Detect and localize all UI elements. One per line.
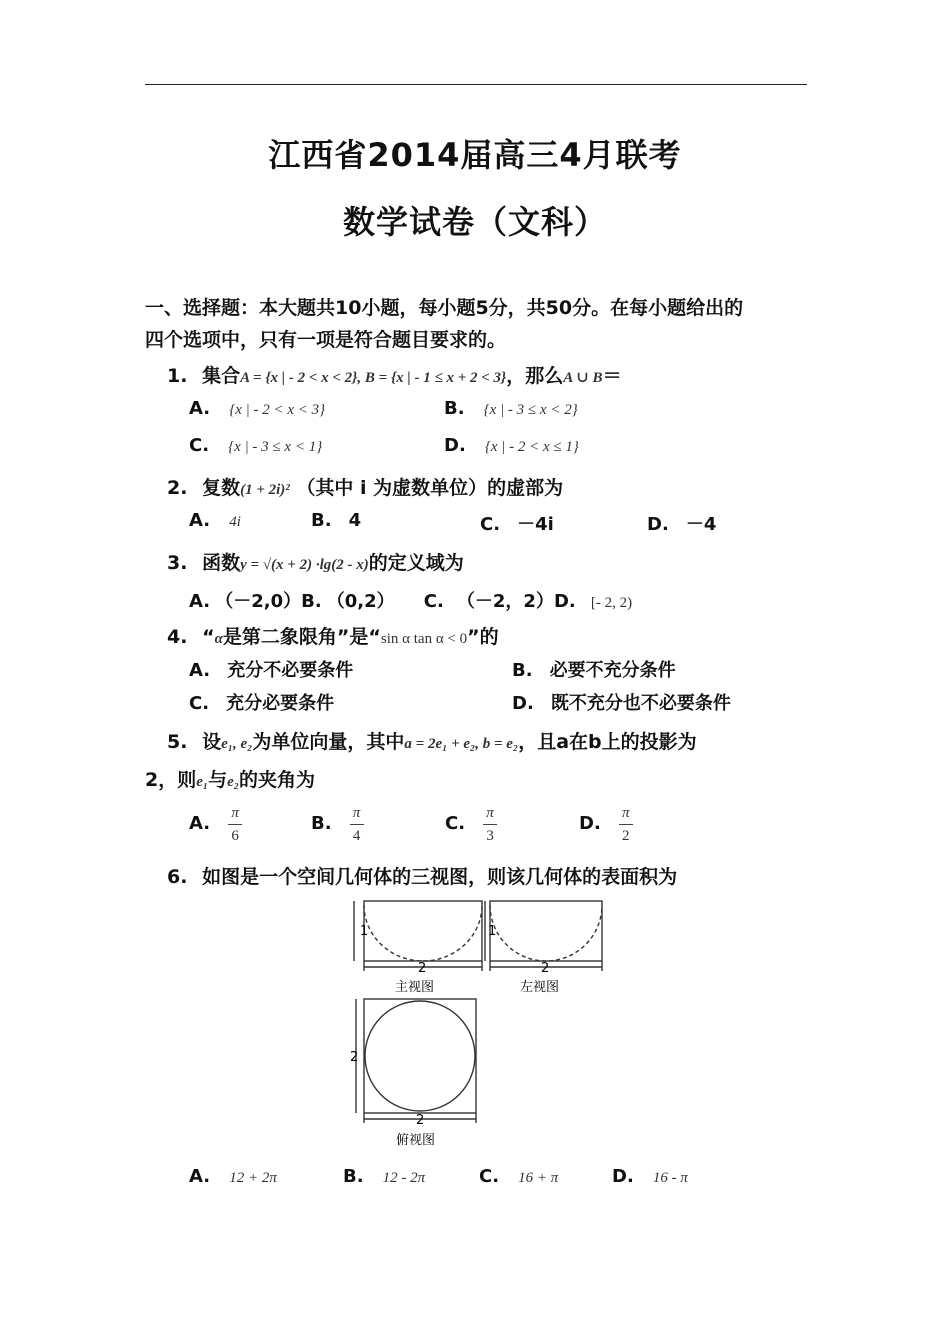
option-c[interactable] [189, 435, 322, 456]
math-expression: e₂ [227, 774, 240, 790]
option-a[interactable] [189, 398, 325, 419]
fraction-numerator: π [352, 805, 361, 821]
option-b[interactable] [444, 398, 578, 419]
question-text: （其中 i 为虚数单位）的虚部为 [296, 477, 564, 499]
option-d[interactable] [512, 689, 731, 715]
question-text: 2，则 [145, 769, 197, 791]
option-text: 16 - π [652, 1170, 688, 1186]
option-text: －4 [685, 514, 717, 535]
dimension-label: 1 [488, 924, 497, 939]
question-text: “ [202, 626, 215, 648]
side-view-dashed-arc [490, 905, 602, 961]
option-label: A. [189, 660, 211, 681]
option-label: A. [189, 813, 211, 834]
question-text: 的夹角为 [239, 769, 316, 791]
option-c[interactable] [480, 510, 554, 536]
option-label: C. [480, 514, 501, 535]
fraction-denominator: 3 [486, 828, 494, 844]
dimension-label: 2 [350, 1050, 359, 1065]
option-label: B. [343, 1166, 364, 1187]
fraction-denominator: 4 [352, 828, 361, 844]
question-3 [167, 548, 464, 575]
option-label: D. [444, 435, 466, 456]
question-number: 3. [167, 552, 188, 574]
option-a[interactable] [189, 804, 242, 845]
dimension-label: 2 [541, 961, 550, 976]
option-c[interactable] [445, 804, 497, 845]
option-label: A. [189, 510, 211, 531]
option-text: {x | - 2 < x ≤ 1} [484, 439, 579, 455]
option-text: 既不充分也不必要条件 [550, 693, 731, 714]
option-label: B. [311, 813, 332, 834]
math-expression: a = 2e₁ + e₂, b = e₂ [404, 736, 519, 752]
option-a[interactable] [189, 592, 301, 611]
top-view-circle [365, 1001, 475, 1111]
question-4 [167, 622, 499, 649]
question-lead: 函数 [202, 552, 241, 574]
option-label: D. [579, 813, 601, 834]
top-rule [145, 84, 807, 85]
question-text: 的定义域为 [368, 552, 464, 574]
math-expression: A = {x | - 2 < x < 2}, B = {x | - 1 ≤ x + 2 < 3} [240, 370, 507, 386]
option-c[interactable] [189, 689, 334, 715]
question-2 [167, 473, 563, 500]
question-number: 1. [167, 365, 188, 387]
option-text: 充分不必要条件 [227, 660, 354, 681]
option-text: [- 2, 2) [590, 595, 633, 611]
three-view-figure [340, 893, 620, 1155]
fraction-denominator: 2 [622, 828, 630, 844]
option-label: B. [301, 591, 322, 612]
fraction-numerator: π [231, 805, 239, 821]
front-view-rect [364, 901, 482, 961]
option-label: C. [189, 693, 210, 714]
option-text: 12 - 2π [382, 1170, 426, 1186]
side-view-caption: 左视图 [520, 980, 560, 995]
option-d[interactable] [444, 435, 579, 456]
fraction [619, 804, 633, 845]
question-5 [167, 727, 697, 754]
option-b[interactable] [301, 592, 395, 611]
option-text: {x | - 2 < x < 3} [229, 402, 326, 418]
option-text: 12 + 2π [229, 1170, 277, 1186]
option-d[interactable] [554, 592, 632, 611]
option-label: A. [189, 1166, 211, 1187]
question-text: ，那么 [506, 365, 564, 387]
section-heading: 一、选择题：本大题共10小题，每小题5分，共50分。在每小题给出的 [145, 297, 744, 319]
option-text: －4i [517, 514, 554, 535]
option-label: D. [512, 693, 534, 714]
question-1 [167, 361, 622, 388]
option-label: A. [189, 591, 211, 612]
option-text: 16 + π [518, 1170, 559, 1186]
fraction-numerator: π [622, 805, 630, 821]
option-label: B. [444, 398, 465, 419]
option-label: D. [647, 514, 669, 535]
option-label: D. [553, 591, 576, 612]
question-5-cont [145, 765, 315, 792]
page-title: 江西省2014届高三4月联考 [268, 136, 682, 174]
option-b[interactable] [311, 510, 361, 531]
top-view [356, 999, 476, 1123]
side-view-rect [490, 901, 602, 961]
option-text: 4 [348, 510, 362, 531]
section-heading-cont: 四个选项中，只有一项是符合题目要求的。 [145, 329, 507, 351]
option-a[interactable] [189, 656, 353, 682]
option-b[interactable] [512, 656, 676, 682]
question-lead: 复数 [202, 477, 241, 499]
option-d[interactable] [612, 1166, 688, 1187]
option-label: B. [311, 510, 332, 531]
question-text: ”的 [467, 626, 499, 648]
question-text: 是第二象限角”是“ [222, 626, 381, 648]
option-label: C. [445, 813, 466, 834]
option-text: （0,2） [326, 591, 395, 612]
fraction [228, 804, 242, 845]
option-d[interactable] [579, 804, 633, 845]
fraction-numerator: π [486, 805, 494, 821]
fraction [350, 804, 364, 845]
option-d[interactable] [647, 510, 716, 536]
dimension-label: 2 [416, 1113, 425, 1128]
math-expression: e₁, e₂ [221, 736, 253, 752]
question-text: ＝ [602, 365, 622, 387]
dimension-label: 2 [418, 961, 427, 976]
option-text: {x | - 3 ≤ x < 1} [228, 439, 323, 455]
top-view-caption: 俯视图 [396, 1133, 436, 1148]
front-view-dashed-arc [364, 905, 482, 961]
math-expression: A ∪ B [563, 370, 603, 386]
option-c[interactable] [479, 1166, 558, 1187]
fraction [483, 804, 497, 845]
option-c[interactable] [424, 592, 554, 611]
front-view-caption: 主视图 [395, 980, 435, 995]
dimension-label: 1 [360, 924, 369, 939]
top-view-rect [364, 999, 476, 1113]
option-label: C. [189, 435, 210, 456]
option-text: （－2，2） [456, 591, 554, 612]
option-label: C. [423, 591, 444, 612]
page-subtitle: 数学试卷（文科） [342, 203, 607, 241]
option-b[interactable] [311, 804, 364, 845]
fraction-denominator: 6 [231, 828, 239, 844]
question-number: 4. [167, 626, 188, 648]
option-text: 必要不充分条件 [549, 660, 676, 681]
option-text: （－2,0） [215, 591, 302, 612]
option-label: A. [189, 398, 211, 419]
question-text: ，且a在b上的投影为 [518, 731, 697, 753]
option-text: {x | - 3 ≤ x < 2} [483, 402, 578, 418]
question-text: 如图是一个空间几何体的三视图，则该几何体的表面积为 [202, 866, 678, 888]
option-b[interactable] [343, 1166, 425, 1187]
question-6 [167, 862, 677, 889]
option-label: B. [512, 660, 533, 681]
question-text: 与 [208, 769, 228, 791]
question-text: 为单位向量，其中 [252, 731, 405, 753]
option-a[interactable] [189, 510, 241, 531]
option-text: 4i [229, 514, 241, 530]
question-number: 2. [167, 477, 188, 499]
question-lead: 设 [202, 731, 222, 753]
math-expression: e₁ [196, 774, 209, 790]
question-number: 6. [167, 866, 188, 888]
q3-options-row [189, 587, 632, 613]
math-expression: (1 + 2i)² [240, 482, 290, 498]
option-label: D. [612, 1166, 634, 1187]
question-number: 5. [167, 731, 188, 753]
option-text: 充分必要条件 [226, 693, 335, 714]
option-a[interactable] [189, 1166, 277, 1187]
math-expression: sin α tan α < 0 [380, 631, 468, 647]
question-lead: 集合 [202, 365, 241, 387]
math-expression: α [214, 631, 223, 647]
option-label: C. [479, 1166, 500, 1187]
math-expression: y = √(x + 2) ·lg(2 - x) [240, 557, 369, 573]
